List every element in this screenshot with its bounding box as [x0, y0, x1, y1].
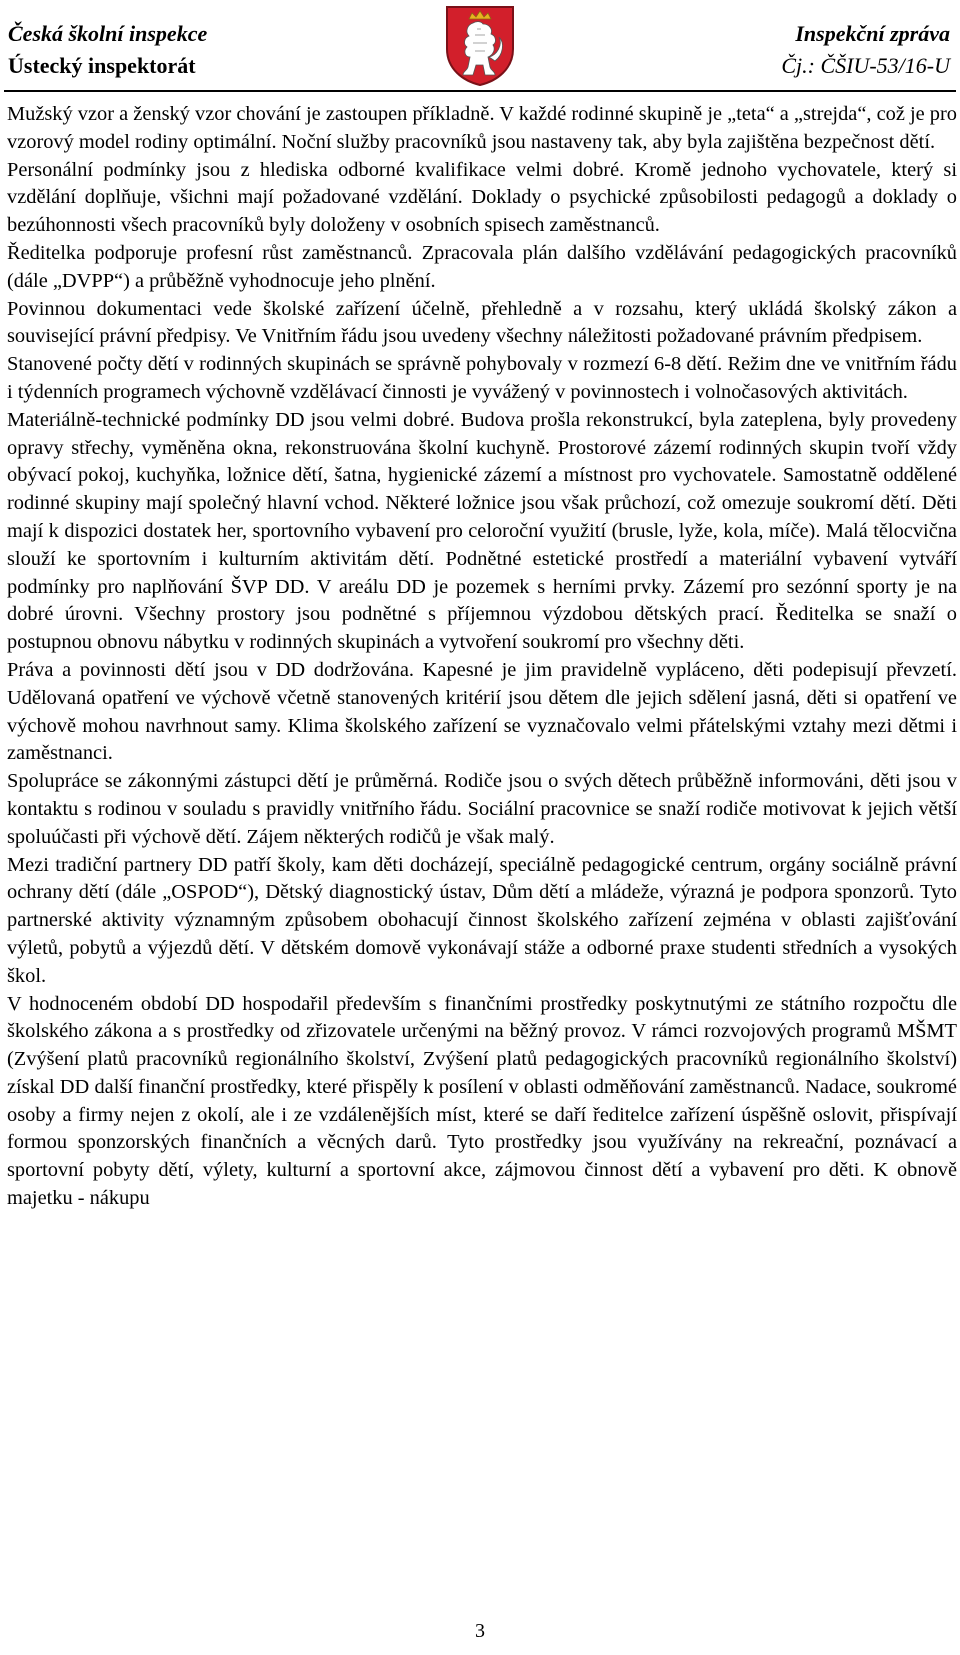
page-header — [0, 0, 960, 92]
inspectorate-name: Ústecký inspektorát — [8, 53, 196, 78]
header-divider — [4, 90, 956, 92]
paragraph-role-models: Mužský vzor a ženský vzor chování je zastoupen příkladně. V každé rodinné skupině je „teta“ a „strejda“, což je pro vzorový model rodiny optimální. Noční služby pracovníků jsou nastaveny tak, aby byla zajištěna bezpečnost dětí. — [7, 103, 957, 153]
header-right — [781, 18, 950, 82]
report-body — [7, 101, 957, 1213]
paragraph-personnel: Personální podmínky jsou z hlediska odborné kvalifikace velmi dobré. Kromě jednoho vychovatele, který si vzdělání doplňuje, všichni mají požadované vzdělání. Doklady o psychické způsobilosti pedagogů a doklady o bezúhonnosti všech pracovníků byly doloženy v osobních spisech zaměstnanců. — [7, 158, 957, 237]
czech-lion-coat-of-arms-icon — [443, 5, 517, 87]
document-type: Inspekční zpráva — [795, 21, 950, 46]
paragraph-partners: Mezi tradiční partnery DD patří školy, kam děti docházejí, speciálně pedagogické centrum, orgány sociálně právní ochrany dětí (dále „OSPOD“), Dětský diagnostický ústav, Dům dětí a mládeže, výrazná je podpora sponzorů. Tyto partnerské aktivity významným způsobem obohacují činnost školského zařízení zejména v oblasti zajišťování výletů, pobytů a výjezdů dětí. V dětském domově vykonávají stáže a odborné praxe studenti středních a vysokých škol. — [7, 853, 957, 987]
paragraph-group-sizes: Stanovené počty dětí v rodinných skupinách se správně pohybovaly v rozmezí 6-8 dětí. Režim dne ve vnitřním řádu i týdenních programech výchovně vzdělávací činnosti je vyvážený v povinnostech i volnočasových aktivitách. — [7, 353, 957, 403]
header-left — [8, 18, 207, 82]
org-name: Česká školní inspekce — [8, 21, 208, 46]
paragraph-finances: V hodnoceném období DD hospodařil především s finančními prostředky poskytnutými ze státního rozpočtu dle školského zákona a s prostředky od zřizovatele určenými na běžný provoz. V rámci rozvojových programů MŠMT (Zvýšení platů pracovníků regionálního školství, Zvýšení platů pedagogických pracovníků regionálního školství) získal DD další finanční prostředky, které přispěly k posílení v oblasti odměňování zaměstnanců. Nadace, soukromé osoby a firmy nejen z okolí, ale i ze vzdálenějších míst, které se daří ředitelce zařízení úspěšně oslovit, přispívají formou sponzorských finančních a věcných darů. Tyto prostředky jsou využívány na rekreační, poznávací a sportovní pobyty dětí, výlety, kulturní a sportovní akce, zájmovou činnost dětí a vybavení pro děti. K obnově majetku - nákupu — [7, 992, 957, 1210]
paragraph-parents: Spolupráce se zákonnými zástupci dětí je průměrná. Rodiče jsou o svých dětech průběžně informováni, děti jsou v kontaktu s rodinou v souladu s pravidly vnitřního řádu. Sociální pracovnice se snaží rodiče motivovat k jejich větší spoluúčasti při výchově dětí. Zájem některých rodičů je však malý. — [7, 770, 957, 848]
reference-number: Čj.: ČŠIU-53/16-U — [781, 53, 950, 78]
paragraph-documentation: Povinnou dokumentaci vede školské zařízení účelně, přehledně a v rozsahu, který ukládá školský zákon a související právní předpisy. Ve Vnitřním řádu jsou uvedeny všechny náležitosti požadované právním předpisem. — [7, 297, 957, 348]
paragraph-professional-growth: Ředitelka podporuje profesní růst zaměstnanců. Zpracovala plán dalšího vzdělávání pedagogických pracovníků (dále „DVPP“) a průběžně vyhodnocuje jeho plnění. — [7, 241, 957, 292]
paragraph-material-conditions: Materiálně-technické podmínky DD jsou velmi dobré. Budova prošla rekonstrukcí, byla zateplena, byly provedeny opravy střechy, vyměněna okna, rekonstruována školní kuchyně. Prostorové zázemí rodinných skupin tvoří vždy obývací pokoj, kuchyňka, ložnice dětí, šatna, hygienické zázemí a místnost pro vychovatele. Samostatně oddělené rodinné skupiny mají společný hlavní vchod. Některé ložnice jsou však průchozí, což omezuje soukromí dětí. Děti mají k dispozici dostatek her, sportovního vybavení pro celoroční využití (brusle, lyže, kola, míče). Malá tělocvična slouží ke sportovním i kulturním aktivitám dětí. Podnětné estetické prostředí a materiální vybavení vytváří podmínky pro naplňování ŠVP DD. V areálu DD je pozemek s herními prvky. Zázemí pro sezónní sporty je na dobré úrovni. Všechny prostory jsou podnětné s příjemnou výzdobou dětských prací. Ředitelka se snaží o postupnou obnovu nábytku v rodinných skupinách a vytvoření soukromí pro všechny děti. — [7, 408, 957, 654]
paragraph-rights-duties: Práva a povinnosti dětí jsou v DD dodržována. Kapesné je jim pravidelně vypláceno, děti podepisují převzetí. Udělovaná opatření ve výchově včetně stanovených kritérií jsou dětem dle jejich sdělení jasná, děti si opatření ve výchově mohou navrhnout samy. Klima školského zařízení se vyznačovalo velmi přátelskými vztahy mezi dětmi i zaměstnanci. — [7, 658, 957, 765]
page-number: 3 — [475, 1620, 485, 1642]
